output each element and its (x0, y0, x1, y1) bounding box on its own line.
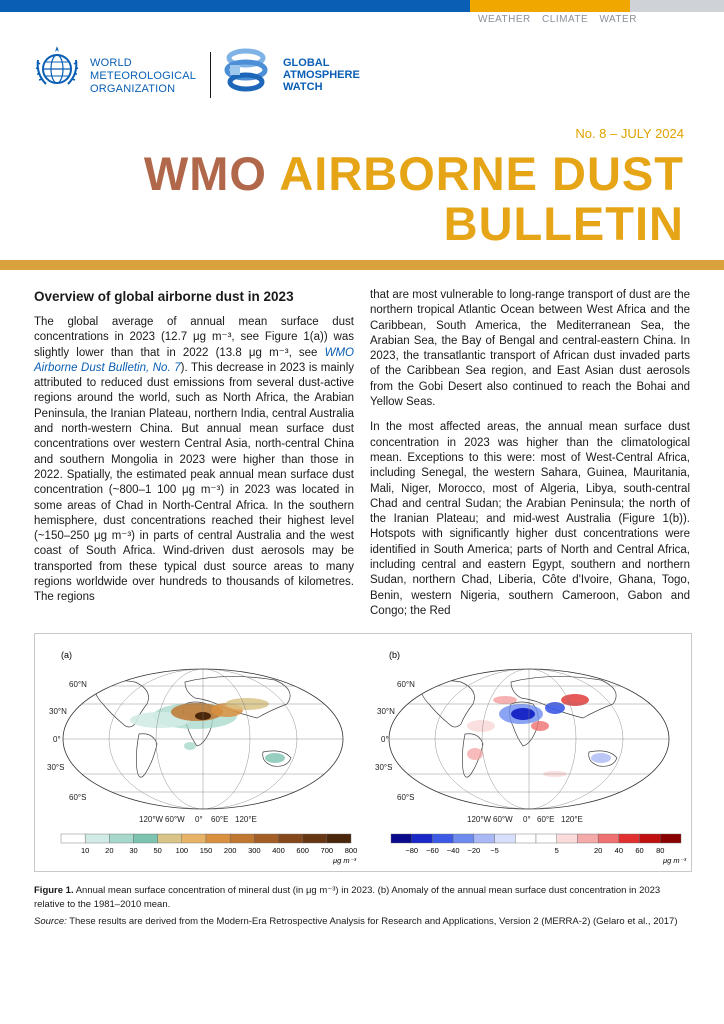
colorbar-tick-label: 10 (80, 846, 90, 855)
issue-number: No. 8 – JULY 2024 (575, 126, 684, 141)
bulletin-title-line2: BULLETIN (443, 197, 684, 250)
gaw-program-name: GLOBAL ATMOSPHERE WATCH (283, 57, 360, 93)
colorbar-unit: μg m⁻³ (333, 856, 357, 865)
colorbar-tick-label: 5 (554, 846, 559, 855)
paragraph-transport: that are most vulnerable to long-range transport of dust are the northern tropical Atlantic Ocean between West Africa and the Caribbean, South America, the Mediterranean Sea, the Arabian Sea, the Bay of Bengal and central-eastern China. In 2023, the transatlantic transport of African dust invaded parts of the Caribbean Sea region, and East Asian dust aerosols from the Gobi Desert also continued to reach the Bohai and Yellow Seas. (370, 289, 690, 409)
map-a (63, 669, 343, 809)
colorbar-swatch (432, 834, 453, 843)
colorbar-tick-label: 20 (105, 846, 114, 855)
colorbar-swatch (85, 834, 109, 843)
colorbar-b (391, 834, 687, 865)
colorbar-tick-label: 60 (635, 846, 644, 855)
logo-divider (210, 52, 211, 98)
colorbar-swatch (577, 834, 598, 843)
svg-text:120°W: 120°W (139, 815, 164, 824)
tagline-climate: CLIMATE (542, 14, 589, 25)
colorbar-tick-label: 20 (593, 846, 603, 855)
tagline-water: WATER (599, 14, 637, 25)
colorbar-swatch (206, 834, 230, 843)
colorbar-swatch (619, 834, 640, 843)
colorbar-tick-label: 300 (248, 846, 261, 855)
tagline-weather: WEATHER (478, 14, 531, 25)
colorbar-swatch (254, 834, 278, 843)
svg-text:120°E: 120°E (235, 815, 257, 824)
svg-text:60°E: 60°E (537, 815, 555, 824)
svg-text:0°: 0° (195, 815, 203, 824)
svg-text:120°W: 120°W (467, 815, 492, 824)
bulletin-title-line1 (144, 146, 684, 201)
svg-text:60°S: 60°S (397, 793, 415, 802)
colorbar-swatch (327, 834, 351, 843)
colorbar-a (61, 834, 357, 865)
svg-text:60°W: 60°W (165, 815, 185, 824)
map-b (389, 669, 669, 809)
svg-text:120°E: 120°E (561, 815, 583, 824)
colorbar-swatch (303, 834, 327, 843)
colorbar-tick-label: 600 (296, 846, 309, 855)
svg-text:60°S: 60°S (69, 793, 87, 802)
colorbar-swatch (412, 834, 433, 843)
colorbar-tick-label: −40 (446, 846, 460, 855)
colorbar-swatch (453, 834, 474, 843)
colorbar-tick-label: 40 (614, 846, 624, 855)
colorbar-tick-label: −5 (490, 846, 499, 855)
colorbar-swatch (109, 834, 133, 843)
svg-text:30°N: 30°N (49, 707, 67, 716)
colorbar-tick-label: 700 (320, 846, 334, 855)
wmo-emblem-icon (32, 42, 82, 92)
colorbar-tick-label: 100 (175, 846, 189, 855)
svg-text:30°S: 30°S (47, 763, 65, 772)
figure-1 (34, 633, 692, 872)
section-heading: Overview of global airborne dust in 2023 (34, 289, 294, 304)
panel-b-label: (b) (389, 650, 400, 660)
bulletin-reference-link[interactable]: WMO Airborne Dust Bulletin, No. 7 (34, 346, 354, 374)
title-rule (0, 260, 724, 270)
colorbar-swatch (61, 834, 85, 843)
colorbar-swatch (230, 834, 254, 843)
colorbar-swatch (158, 834, 182, 843)
svg-text:0°: 0° (53, 735, 61, 744)
colorbar-swatch (279, 834, 303, 843)
colorbar-unit: μg m⁻³ (663, 856, 687, 865)
svg-text:60°N: 60°N (397, 680, 415, 689)
colorbar-tick-label: 50 (153, 846, 162, 855)
title-wmo: WMO (143, 147, 267, 200)
svg-text:30°S: 30°S (375, 763, 393, 772)
colorbar-swatch (182, 834, 206, 843)
colorbar-swatch (640, 834, 661, 843)
svg-text:0°: 0° (381, 735, 389, 744)
colorbar-swatch (515, 834, 536, 843)
colorbar-swatch (391, 834, 412, 843)
colorbar-swatch (536, 834, 557, 843)
wmo-organization-name: WORLD METEOROLOGICAL ORGANIZATION (90, 57, 197, 95)
colorbar-tick-label: 400 (272, 846, 285, 855)
colorbar-tick-label: −60 (426, 846, 439, 855)
colorbar-tick-label: 800 (344, 846, 358, 855)
colorbar-tick-label: 200 (223, 846, 237, 855)
svg-text:0°: 0° (523, 815, 531, 824)
panel-a-label: (a) (61, 650, 72, 660)
colorbar-swatch (598, 834, 619, 843)
figure-1-maps (35, 634, 691, 871)
colorbar-swatch (557, 834, 578, 843)
paragraph-anomaly: In the most affected areas, the annual mean surface dust concentration in 2023 was higher than the climatological mean. Exceptions to this were: most of West-Central Africa, including Senegal, the western Sahara, Guinea, Mauritania, Mali, Niger, Morocco, most of Algeria, Libya, south-central Chad and central Sudan; the Arabian Peninsula; the north of the Iranian Plateau; and mid-west Australia (Figure 1(b)). Hotspots with significantly higher dust concentrations were identified in South America; parts of North and Central Africa, including central and eastern Egypt, southern and northern Sudan, northern Chad, Liberia, Côte d'Ivoire, Ghana, Togo, Benin, western Nigeria, southern Cameroon, Gabon and Congo; the Red (370, 421, 690, 617)
svg-text:60°W: 60°W (493, 815, 513, 824)
colorbar-swatch (134, 834, 158, 843)
colorbar-swatch (660, 834, 681, 843)
caption-text: Figure 1. Annual mean surface concentration of mineral dust (in μg m⁻³) in 2023. (b) Anomaly of the annual mean surface dust concentration in 2023 relative to the 1981–2010 mean. (34, 885, 661, 910)
colorbar-tick-label: −80 (405, 846, 419, 855)
svg-text:30°N: 30°N (377, 707, 395, 716)
figure-caption (34, 884, 690, 933)
svg-text:60°N: 60°N (69, 680, 87, 689)
article-left-column (34, 288, 354, 616)
top-color-bar (0, 0, 724, 12)
tagline (478, 14, 645, 25)
colorbar-tick-label: 150 (199, 846, 213, 855)
colorbar-tick-label: 30 (129, 846, 138, 855)
title-airborne-dust: AIRBORNE DUST (279, 147, 684, 200)
article-right-column (370, 288, 690, 629)
gaw-globe-icon (222, 45, 270, 95)
colorbar-tick-label: −20 (467, 846, 481, 855)
colorbar-tick-label: 80 (656, 846, 665, 855)
colorbar-swatch (495, 834, 516, 843)
paragraph-overview: The global average of annual mean surface dust concentrations in 2023 (12.7 μg m⁻³, see Figure 1(a)) was slightly lower than that in 2022 (13.8 μg m⁻³, see WMO Airborne Dust Bulletin, No. 7). This decrease in 2023 is mainly attributed to reduced dust emissions from several dust-active regions around the world, such as North Africa, the Arabian Peninsula, the Iranian Plateau, northern India, central Australia and north-western China. But annual mean surface dust concentrations over western Central Asia, north-central China and southern Mongolia in 2023 were higher than those in 2022. Spatially, the estimated peak annual mean surface dust concentration (~800–1 100 μg m⁻³) in 2023 was located in some areas of Chad in North-Central Africa. In the southern hemisphere, dust concentrations reached their highest level (~150–250 μg m⁻³) in parts of central Australia and the west coast of South Africa. Wind-driven dust aerosols may be transported from these typical dust source areas to many regions worldwide over hundreds to thousands of kilometres. The regions (34, 316, 354, 604)
colorbar-swatch (474, 834, 495, 843)
caption-source: Source: These results are derived from the Modern-Era Retrospective Analysis for Research and Applications, Version 2 (MERRA-2) (Gelaro et al., 2017) (34, 916, 678, 927)
svg-text:60°E: 60°E (211, 815, 229, 824)
